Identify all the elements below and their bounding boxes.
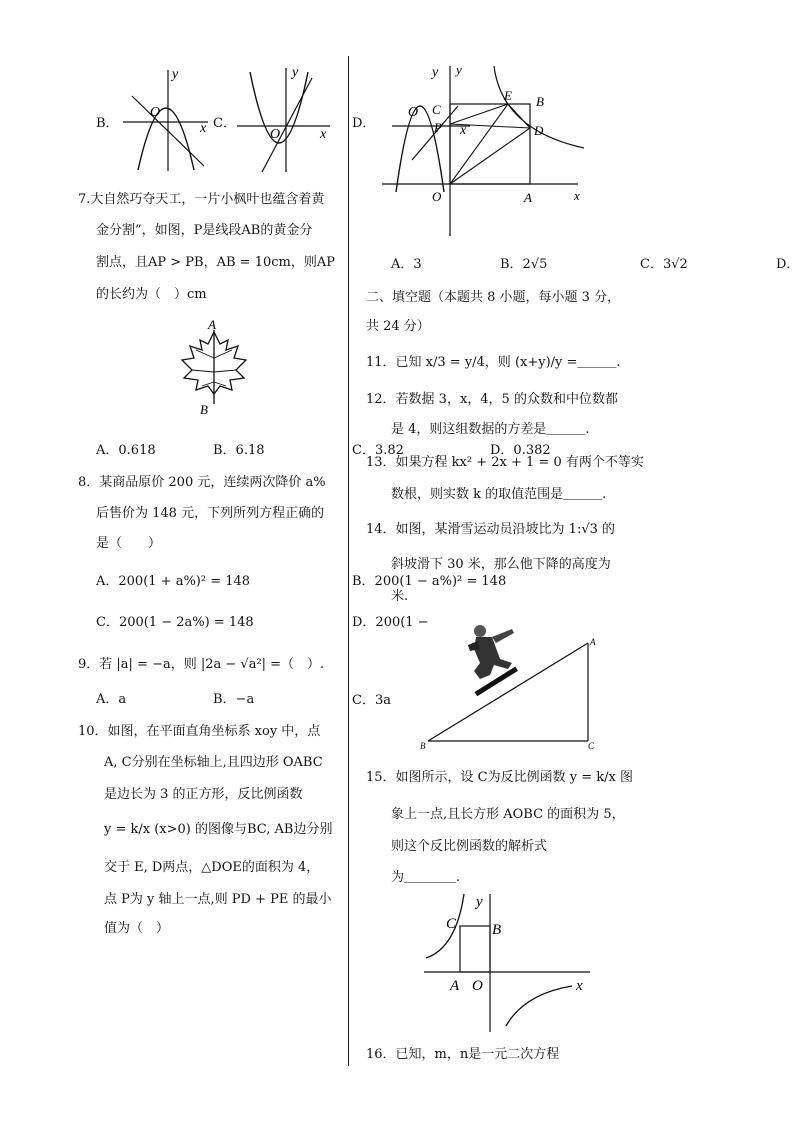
svg-text:y: y	[292, 65, 299, 80]
svg-text:x: x	[460, 123, 467, 138]
q7-line2: 金分割”，如图，P是线段AB的黄金分	[96, 223, 313, 238]
q11-text: 11．已知 x/3 = y/4，则 (x+y)/y =＿＿＿.	[366, 355, 621, 370]
q6-graph-b	[118, 66, 218, 176]
svg-text:O: O	[472, 978, 483, 994]
q7-line4: 的长约为（ ）cm	[96, 287, 207, 302]
q14-line1: 14．如图，某滑雪运动员沿坡比为 1:√3 的	[366, 522, 616, 537]
q12-line2: 是 4，则这组数据的方差是＿＿＿.	[391, 422, 590, 437]
q7-option-c: C．3.82	[352, 443, 404, 458]
q10-option-a: A．3	[391, 257, 422, 272]
q10-line4: y = k/x (x>0) 的图像与BC, AB边分别	[104, 822, 333, 837]
q14-line2: 斜坡滑下 30 米，那么他下降的高度为	[391, 557, 611, 572]
svg-text:B: B	[536, 94, 544, 109]
svg-text:O: O	[432, 189, 442, 204]
q15-line3: 则这个反比例函数的解析式	[391, 839, 548, 854]
svg-text:O: O	[270, 127, 281, 142]
svg-text:P: P	[434, 120, 442, 135]
q12-line1: 12．若数据 3，x，4，5 的众数和中位数都	[366, 392, 618, 407]
svg-text:C: C	[446, 916, 457, 932]
q15-line2: 象上一点,且长方形 AOBC 的面积为 5，	[391, 807, 625, 822]
q8-line1: 8．某商品原价 200 元，连续两次降价 a%	[78, 475, 326, 490]
q10-figure	[372, 60, 594, 242]
svg-text:O: O	[408, 105, 419, 120]
q15-figure	[420, 888, 600, 1036]
q6-option-d-label: D．	[352, 116, 376, 131]
svg-text:A: A	[450, 978, 460, 994]
q7-line3: 割点，且AP > PB，AB = 10cm，则AP	[96, 255, 335, 270]
svg-text:x: x	[320, 127, 327, 142]
q8-option-c: C．200(1 − 2a%) = 148	[96, 615, 254, 630]
q10-option-d: D．	[776, 257, 799, 272]
q8-option-b: B．200(1 − a%)² = 148	[352, 574, 507, 589]
q7-line1: 7.大自然巧夺天工，一片小枫叶也蕴含着黄	[78, 192, 325, 207]
svg-text:D: D	[534, 123, 544, 138]
q8-option-a: A．200(1 + a%)² = 148	[96, 574, 251, 589]
q6b-origin: O	[150, 105, 161, 120]
q8-line2: 后售价为 148 元，下列所列方程正确的	[96, 506, 325, 521]
svg-text:y: y	[476, 894, 483, 910]
section2-line1: 二、填空题（本题共 8 小题，每小题 3 分，	[366, 290, 621, 305]
svg-text:A: A	[208, 317, 216, 332]
q9-line: 9．若 |a| = −a，则 |2a − √a²| =（ ）.	[78, 657, 325, 672]
svg-text:x: x	[574, 188, 580, 203]
svg-text:C: C	[588, 741, 595, 751]
svg-text:C: C	[432, 102, 441, 117]
q8-option-d: D．200(1 −	[352, 615, 429, 630]
q9-option-b: B．−a	[213, 692, 255, 707]
svg-text:B: B	[420, 741, 426, 751]
section2-line2: 共 24 分）	[366, 319, 430, 334]
svg-text:B: B	[200, 402, 208, 417]
q6b-y-label: y	[172, 67, 179, 82]
q10-line2: A, C分别在坐标轴上,且四边形 OABC	[104, 755, 323, 770]
q6-option-c-label: C．	[213, 116, 236, 131]
q6-graph-c	[232, 64, 337, 176]
q10-option-b: B．2√5	[500, 257, 548, 272]
q10-line5: 交于 E, D两点，△DOE的面积为 4，	[104, 860, 320, 875]
q13-line2: 数根，则实数 k 的取值范围是＿＿＿.	[391, 487, 607, 502]
svg-text:A: A	[590, 637, 596, 647]
q16-line: 16．已知，m，n是一元二次方程	[366, 1047, 560, 1062]
q15-line4: 为＿＿＿＿.	[391, 870, 461, 885]
q7-option-d: D．0.382	[490, 443, 551, 458]
svg-text:B: B	[492, 922, 502, 938]
q10-line1: 10．如图，在平面直角坐标系 xoy 中，点	[78, 724, 321, 739]
q14-line3: 米.	[391, 589, 409, 604]
svg-text:y: y	[456, 62, 462, 77]
skier-icon	[468, 625, 518, 696]
q8-line3: 是（ ）	[96, 536, 162, 551]
q6b-x-label: x	[200, 121, 207, 136]
svg-text:x: x	[576, 978, 583, 994]
q13-line1: 13．如果方程 kx² + 2x + 1 = 0 有两个不等实	[366, 455, 644, 470]
q7-option-a: A．0.618	[96, 443, 156, 458]
q9-option-c: C．3a	[352, 693, 391, 708]
q9-option-a: A．a	[96, 692, 127, 707]
svg-text:A: A	[524, 190, 532, 205]
q15-line1: 15．如图所示，设 C为反比例函数 y = k/x 图	[366, 770, 633, 785]
q10-line7: 值为（ ）	[104, 921, 170, 936]
column-divider	[348, 56, 349, 1066]
maple-leaf-figure	[174, 318, 254, 418]
svg-text:E: E	[504, 88, 512, 103]
q10-option-c: C．3√2	[640, 257, 688, 272]
q6-option-b-label: B．	[96, 116, 119, 131]
svg-text:y: y	[432, 65, 439, 80]
q10-line6: 点 P为 y 轴上一点,则 PD + PE 的最小	[104, 892, 332, 907]
q14-slope-figure	[420, 615, 610, 755]
q10-line3: 是边长为 3 的正方形，反比例函数	[104, 787, 303, 802]
q7-option-b: B．6.18	[213, 443, 265, 458]
